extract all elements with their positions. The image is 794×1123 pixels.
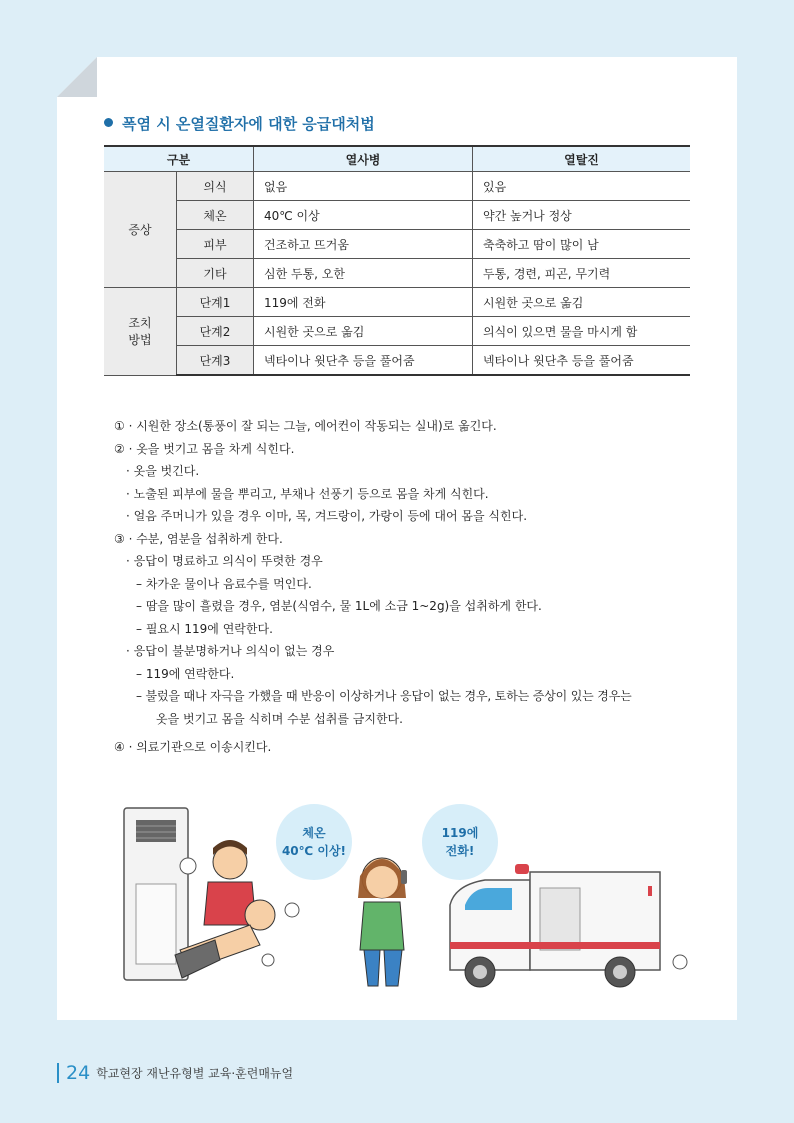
illustration-drawing: [120, 800, 700, 1000]
table-header-row: [104, 146, 690, 172]
table-row: [104, 172, 690, 201]
step-2-item: · 얼음 주머니가 있을 경우 이마, 목, 겨드랑이, 가랑이 등에 대어 몸을 식힌다.: [126, 509, 528, 523]
step-3-detail: – 땀을 많이 흘렸을 경우, 염분(식염수, 물 1L에 소금 1~2g)을 섭취하게 한다.: [136, 599, 542, 613]
step-4: ④ · 의료기관으로 이송시킨다.: [114, 740, 272, 754]
step-3-case: · 응답이 명료하고 의식이 뚜렷한 경우: [126, 554, 323, 568]
cell: 축축하고 땀이 많이 남: [473, 230, 691, 259]
step-3-detail: – 차가운 물이나 음료수를 먹인다.: [136, 576, 312, 591]
table-row: [104, 317, 690, 346]
cell: 40℃ 이상: [254, 201, 473, 230]
cell: 약간 높거나 정상: [473, 201, 691, 230]
row-label: 단계3: [177, 346, 254, 376]
step-2: ② · 옷을 벗기고 몸을 차게 식힌다.: [114, 441, 295, 456]
row-label: 피부: [177, 230, 254, 259]
step-3-detail: – 119에 연락한다.: [136, 666, 235, 681]
cell: 의식이 있으면 물을 마시게 함: [473, 317, 691, 346]
bullet-icon: [104, 118, 113, 127]
fold-shadow: [57, 57, 97, 97]
cell: 넥타이나 윗단추 등을 풀어줌: [254, 346, 473, 376]
step-1: ① · 시원한 장소(통풍이 잘 되는 그늘, 에어컨이 작동되는 실내)로 옮긴다.: [114, 419, 497, 433]
cell: 두통, 경련, 피곤, 무기력: [473, 259, 691, 288]
table-row: [104, 259, 690, 288]
row-label: 기타: [177, 259, 254, 288]
cell: 있음: [473, 172, 691, 201]
cell: 시원한 곳으로 옮김: [254, 317, 473, 346]
page-number: 24: [66, 1062, 91, 1084]
step-3-detail: – 필요시 119에 연락한다.: [136, 621, 273, 636]
group-label-actions: 조치 방법: [104, 288, 177, 376]
table-row: [104, 230, 690, 259]
header-category: 구분: [104, 146, 254, 172]
step-3-case: · 응답이 불분명하거나 의식이 없는 경우: [126, 644, 335, 658]
instructions: [114, 415, 694, 759]
bubble-call-119: 119에 전화!: [422, 804, 498, 880]
header-heat-exhaustion: 열탈진: [473, 146, 691, 172]
row-label: 단계2: [177, 317, 254, 346]
bubble-temperature: 체온 40℃ 이상!: [276, 804, 352, 880]
row-label: 단계1: [177, 288, 254, 317]
cell: 119에 전화: [254, 288, 473, 317]
step-3-detail-cont: 옷을 벗기고 몸을 식히며 수분 섭취를 금지한다.: [156, 711, 403, 726]
illustration: [120, 800, 700, 1000]
cell: 넥타이나 윗단추 등을 풀어줌: [473, 346, 691, 376]
cell: 없음: [254, 172, 473, 201]
footer-title: 학교현장 재난유형별 교육·훈련매뉴얼: [96, 1066, 294, 1081]
table-row: [104, 346, 690, 376]
table-row: [104, 288, 690, 317]
step-3: ③ · 수분, 염분을 섭취하게 한다.: [114, 531, 283, 546]
table-row: [104, 201, 690, 230]
header-heatstroke: 열사병: [254, 146, 473, 172]
step-3-detail: – 불렀을 때나 자극을 가했을 때 반응이 이상하거나 응답이 없는 경우, 토하는 증상이 있는 경우는: [136, 689, 632, 703]
cell: 시원한 곳으로 옮김: [473, 288, 691, 317]
step-2-item: · 노출된 피부에 물을 뿌리고, 부채나 선풍기 등으로 몸을 차게 식힌다.: [126, 486, 489, 501]
row-label: 체온: [177, 201, 254, 230]
footer-bar: [57, 1063, 59, 1083]
group-label-symptoms: 증상: [104, 172, 177, 288]
cell: 심한 두통, 오한: [254, 259, 473, 288]
step-2-item: · 옷을 벗긴다.: [126, 464, 200, 478]
row-label: 의식: [177, 172, 254, 201]
cell: 건조하고 뜨거움: [254, 230, 473, 259]
page-footer: [57, 1062, 293, 1084]
section-heading: 폭염 시 온열질환자에 대한 응급대처법: [104, 113, 375, 134]
first-aid-table: [104, 145, 690, 376]
